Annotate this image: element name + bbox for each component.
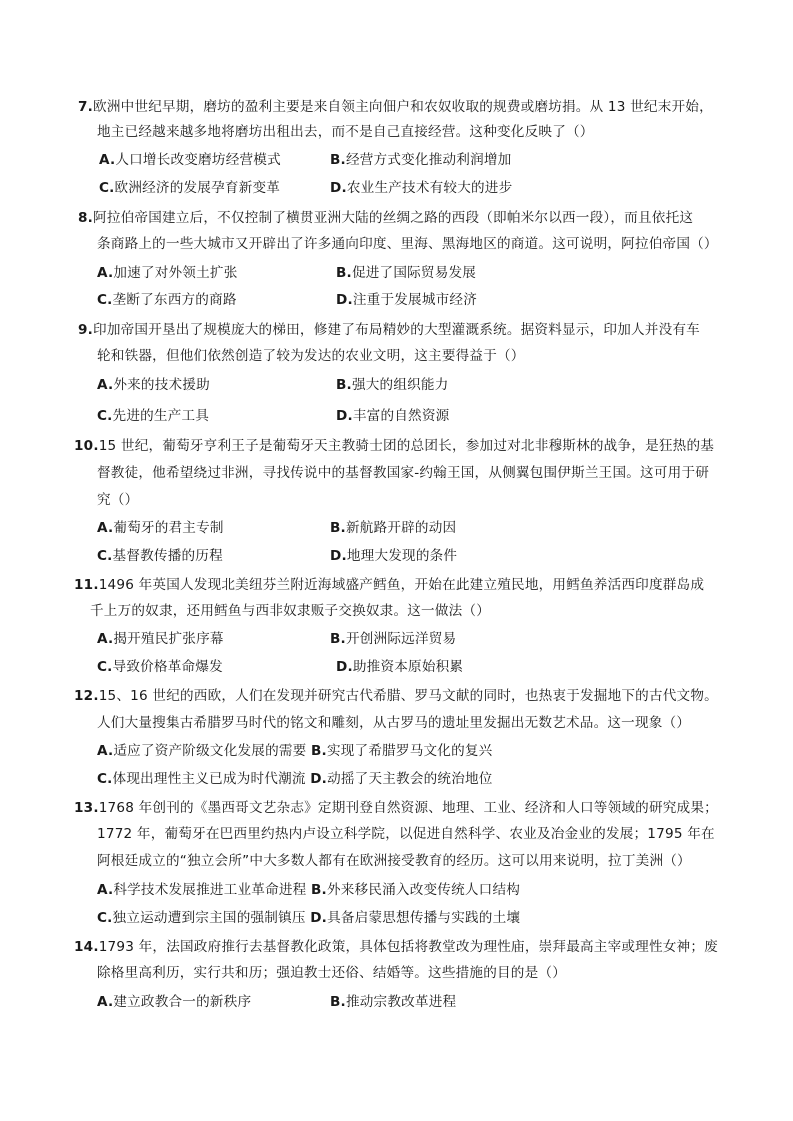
- option-d[interactable]: D.: [310, 910, 328, 926]
- option-d[interactable]: D.丰富的自然资源: [336, 408, 450, 424]
- option-c[interactable]: C.垄断了东西方的商路: [97, 292, 237, 308]
- option-ab-row: A.科学技术发展推进工业革命进程 B.外来移民涌入改变传统人口结构: [97, 882, 521, 898]
- option-c[interactable]: C.导致价格革命爆发: [97, 659, 223, 675]
- question-number: 9.: [78, 322, 94, 338]
- question-line: 阿根廷成立的“独立会所”中大多数人都有在欧洲接受教育的经历。这可以用来说明，拉丁美洲（）: [97, 853, 691, 869]
- option-b[interactable]: B.强大的组织能力: [336, 377, 449, 393]
- question-line: [74, 436, 714, 456]
- option-a[interactable]: A.揭开殖民扩张序幕: [97, 631, 224, 647]
- option-b[interactable]: B.: [311, 743, 327, 759]
- question-line: 1772 年，葡萄牙在巴西里约热内卢设立科学院，以促进自然科学、农业及冶金业的发展；1795 年在: [97, 826, 715, 842]
- option-c[interactable]: C.: [97, 771, 113, 787]
- option-ab-row: A.适应了资产阶级文化发展的需要 B.实现了希腊罗马文化的复兴: [97, 743, 493, 759]
- option-d[interactable]: D.助推资本原始积累: [336, 659, 464, 675]
- question-line: 条商路上的一些大城市又开辟出了许多通向印度、里海、黑海地区的商道。这可说明，阿拉伯帝国（）: [97, 236, 718, 252]
- option-b[interactable]: B.新航路开辟的动因: [330, 520, 457, 536]
- question-stem-text: 1793 年，法国政府推行去基督教化政策，具体包括将教堂改为理性庙，崇拜最高主宰或理性女神；废: [98, 939, 718, 955]
- question-stem-text: 印加帝国开垦出了规模庞大的梯田，修建了布局精妙的大型灌溉系统。据资料显示，印加人并没有车: [93, 322, 700, 338]
- question-line: [74, 937, 718, 957]
- option-c[interactable]: C.基督教传播的历程: [97, 548, 223, 564]
- option-a[interactable]: A.外来的技术援助: [97, 377, 210, 393]
- question-line: 千上万的奴隶，还用鳕鱼与西非奴隶贩子交换奴隶。这一做法（）: [90, 603, 491, 619]
- question-line: 究（）: [97, 492, 139, 508]
- option-a[interactable]: A.: [97, 743, 114, 759]
- question-number: 12.: [74, 688, 99, 704]
- option-a[interactable]: A.人口增长改变磨坊经营模式: [99, 152, 281, 168]
- option-d[interactable]: D.: [310, 771, 328, 787]
- question-line: 地主已经越来越多地将磨坊出租出去，而不是自己直接经营。这种变化反映了（）: [97, 124, 594, 140]
- question-stem-text: 欧洲中世纪早期，磨坊的盈利主要是来自领主向佃户和农奴收取的规费或磨坊捐。从 13 世纪末开始，: [93, 99, 713, 115]
- option-a[interactable]: A.加速了对外领土扩张: [97, 265, 238, 281]
- option-b[interactable]: B.: [311, 882, 327, 898]
- option-b[interactable]: B.经营方式变化推动利润增加: [330, 152, 512, 168]
- option-b[interactable]: B.促进了国际贸易发展: [336, 265, 477, 281]
- question-line: [78, 320, 700, 340]
- option-d[interactable]: D.农业生产技术有较大的进步: [330, 180, 513, 196]
- option-d[interactable]: D.注重于发展城市经济: [336, 292, 478, 308]
- question-line: 除格里高利历，实行共和历；强迫教士还俗、结婚等。这些措施的目的是（）: [97, 965, 566, 981]
- option-b[interactable]: B.推动宗教改革进程: [330, 994, 457, 1010]
- question-number: 10.: [74, 438, 99, 454]
- question-stem-text: 15 世纪，葡萄牙亨利王子是葡萄牙天主教骑士团的总团长，参加过对北非穆斯林的战争，是狂热的基: [98, 438, 715, 454]
- question-line: [78, 208, 693, 228]
- question-stem-text: 1496 年英国人发现北美纽芬兰附近海域盛产鳕鱼，开始在此建立殖民地，用鳕鱼养活西印度群岛成: [98, 577, 705, 593]
- question-line: 人们大量搜集古希腊罗马时代的铭文和雕刻，从古罗马的遗址里发掘出无数艺术品。这一现象（）: [97, 715, 691, 731]
- option-a[interactable]: A.建立政教合一的新秩序: [97, 994, 252, 1010]
- option-cd-row: C.体现出理性主义已成为时代潮流 D.动摇了天主教会的统治地位: [97, 771, 493, 787]
- option-a[interactable]: A.: [97, 882, 114, 898]
- question-number: 8.: [78, 210, 94, 226]
- option-d[interactable]: D.地理大发现的条件: [330, 548, 458, 564]
- question-number: 7.: [78, 99, 94, 115]
- option-c[interactable]: C.欧洲经济的发展孕育新变革: [99, 180, 281, 196]
- question-line: [74, 575, 704, 595]
- option-c[interactable]: C.先进的生产工具: [97, 408, 210, 424]
- option-c[interactable]: C.: [97, 910, 113, 926]
- question-stem-text: 15、16 世纪的西欧，人们在发现并研究古代希腊、罗马文献的同时，也热衷于发掘地下的古代文物。: [98, 688, 718, 704]
- question-line: [74, 686, 718, 706]
- question-line: [74, 798, 718, 818]
- question-number: 14.: [74, 939, 99, 955]
- option-a[interactable]: A.葡萄牙的君主专制: [97, 520, 224, 536]
- question-line: 轮和铁器，但他们依然创造了较为发达的农业文明，这主要得益于（）: [97, 348, 525, 364]
- question-line: [78, 97, 713, 117]
- question-number: 13.: [74, 800, 99, 816]
- option-b[interactable]: B.开创洲际远洋贸易: [330, 631, 457, 647]
- option-cd-row: C.独立运动遭到宗主国的强制镇压 D.具备启蒙思想传播与实践的土壤: [97, 910, 521, 926]
- question-line: 督教徒，他希望绕过非洲，寻找传说中的基督教国家-约翰王国，从侧翼包围伊斯兰王国。这可用于研: [97, 465, 710, 481]
- question-stem-text: 1768 年创刊的《墨西哥文艺杂志》定期刊登自然资源、地理、工业、经济和人口等领域的研究成果；: [98, 800, 718, 816]
- question-number: 11.: [74, 577, 99, 593]
- question-stem-text: 阿拉伯帝国建立后，不仅控制了横贯亚洲大陆的丝绸之路的西段（即帕米尔以西一段），而且依托这: [93, 210, 694, 226]
